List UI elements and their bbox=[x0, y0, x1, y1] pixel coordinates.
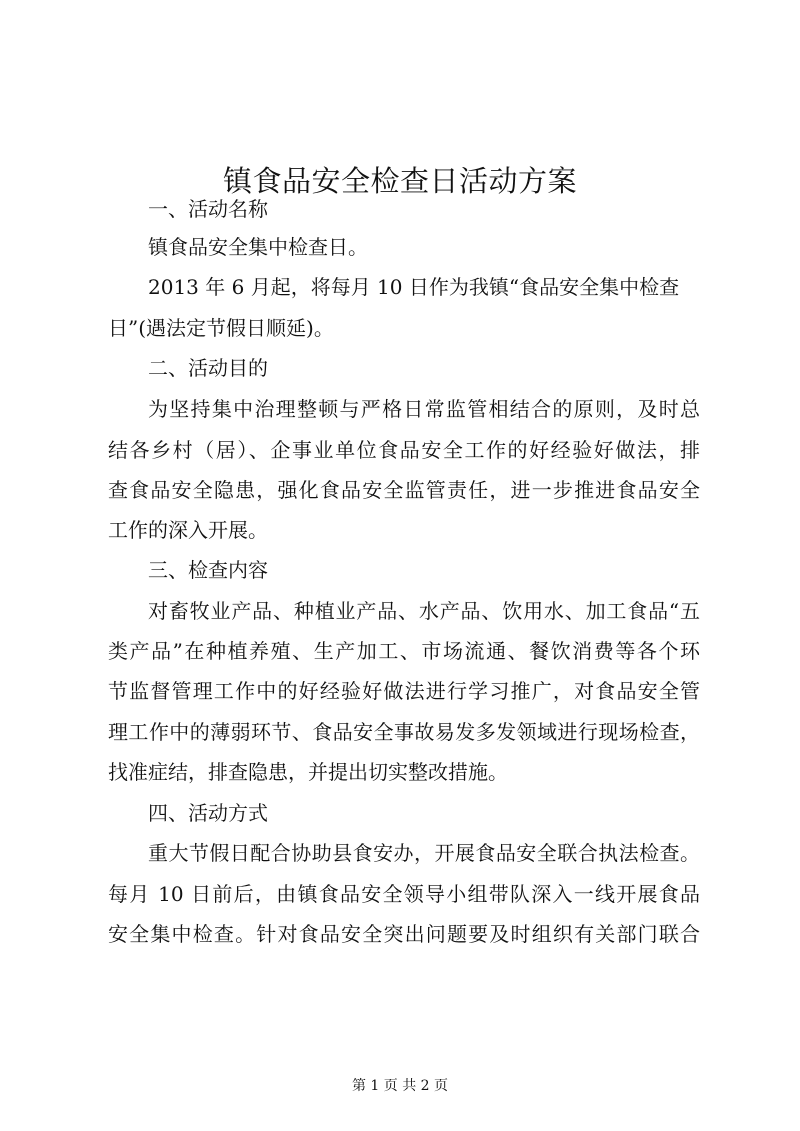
paragraph-line: 重大节假日配合协助县食安办，开展食品安全联合执法检查。 bbox=[148, 841, 700, 865]
paragraph-line: 2013 年 6 月起，将每月 10 日作为我镇“食品安全集中检查 bbox=[148, 275, 680, 299]
paragraph-line: 日”(遇法定节假日顺延)。 bbox=[108, 316, 334, 340]
paragraph-line: 节监督管理工作中的好经验好做法进行学习推广，对食品安全管 bbox=[108, 679, 700, 703]
section-heading-activity-method: 四、活动方式 bbox=[148, 801, 268, 825]
paragraph-line: 安全集中检查。针对食品安全突出问题要及时组织有关部门联合 bbox=[108, 922, 700, 946]
section-heading-inspection-content: 三、检查内容 bbox=[148, 558, 268, 582]
paragraph-line: 类产品”在种植养殖、生产加工、市场流通、餐饮消费等各个环 bbox=[108, 639, 700, 663]
paragraph-line: 镇食品安全集中检查日。 bbox=[148, 235, 368, 259]
paragraph-line: 找准症结，排查隐患，并提出切实整改措施。 bbox=[108, 760, 508, 784]
section-heading-activity-name: 一、活动名称 bbox=[148, 197, 268, 221]
paragraph-line: 结各乡村（居）、企事业单位食品安全工作的好经验好做法，排 bbox=[108, 438, 700, 462]
paragraph-line: 对畜牧业产品、种植业产品、水产品、饮用水、加工食品“五 bbox=[148, 599, 700, 623]
document-title: 镇食品安全检查日活动方案 bbox=[222, 164, 577, 199]
paragraph-line: 工作的深入开展。 bbox=[108, 518, 268, 542]
section-heading-activity-purpose: 二、活动目的 bbox=[148, 356, 268, 380]
paragraph-line: 理工作中的薄弱环节、食品安全事故易发多发领域进行现场检查， bbox=[108, 720, 700, 744]
page-footer: 第 1 页 共 2 页 bbox=[351, 1078, 449, 1094]
paragraph-line: 查食品安全隐患，强化食品安全监管责任，进一步推进食品安全 bbox=[108, 478, 700, 502]
paragraph-line: 每月 10 日前后，由镇食品安全领导小组带队深入一线开展食品 bbox=[108, 882, 700, 906]
paragraph-line: 为坚持集中治理整顿与严格日常监管相结合的原则，及时总 bbox=[148, 397, 700, 421]
